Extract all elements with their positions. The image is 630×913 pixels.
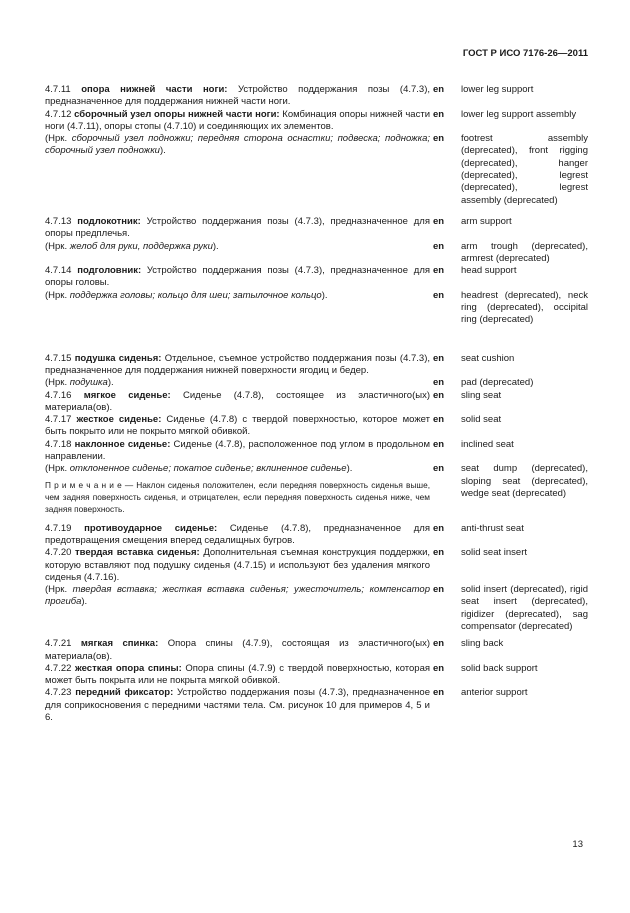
nrk-open-bracket: (Нрк. [45, 289, 70, 301]
nrk-row [45, 584, 588, 633]
russian-definition [45, 216, 430, 241]
lang-code-cell [430, 84, 461, 96]
term-definition: Дополнительная съемная конструкция поддержки, которую вставляют под подушку сиденья (4.7.15) и используют без удаления мягкого сиденья (4.7.16). [45, 547, 431, 583]
nrk-open-bracket: (Нрк. [45, 377, 70, 389]
lang-code-cell [430, 414, 461, 426]
lang-code: en [433, 547, 445, 559]
lang-code: en [433, 84, 445, 95]
clause-number: 4.7.11 [45, 84, 71, 95]
nrk-close-bracket: ). [107, 377, 114, 389]
russian-definition [45, 638, 430, 663]
term-name: подлокотник: [77, 215, 141, 227]
document-header-title: ГОСТ Р ИСО 7176-26—2011 [462, 48, 588, 59]
lang-code: en [433, 389, 445, 401]
russian-definition [45, 584, 430, 609]
nrk-synonyms: поддержка головы; кольцо для шеи; затылочное кольцо [69, 289, 322, 301]
lang-code-cell [430, 290, 461, 302]
lang-code: en [433, 108, 445, 120]
english-term: seat cushion [461, 352, 515, 364]
lang-code-cell [430, 390, 461, 402]
russian-definition [45, 390, 430, 415]
english-term: head support [461, 265, 517, 277]
russian-definition [45, 463, 430, 514]
lang-code: en [433, 377, 445, 389]
english-term-cell [461, 663, 588, 675]
lang-code-cell [430, 687, 461, 699]
english-term-cell [461, 265, 588, 277]
term-name: подголовник: [77, 265, 142, 277]
english-term: lower leg support [461, 84, 534, 95]
english-term: seat dump (deprecated), sloping seat (deprecated), wedge seat (deprecated) [461, 463, 588, 499]
nrk-paragraph [45, 463, 430, 475]
clause-number: 4.7.20 [45, 547, 72, 559]
lang-code: en [433, 584, 445, 596]
clause-number: 4.7.19 [45, 522, 72, 534]
english-term: sling back [461, 638, 504, 650]
nrk-row [45, 290, 588, 327]
english-term-cell [461, 463, 588, 500]
term-name: подушка сиденья: [74, 352, 162, 364]
english-term-cell [461, 547, 588, 559]
english-term: arm support [461, 215, 512, 227]
english-term-cell [461, 241, 588, 266]
term-definition: Устройство поддержания позы (4.7.3), предназначенное для соприкосновения с передними частями тела. См. рисунок 10 для примеров 4, 5 и 6. [45, 687, 430, 724]
term-row [45, 663, 588, 688]
russian-definition [45, 439, 430, 464]
lang-code: en [433, 265, 445, 277]
russian-definition [45, 377, 430, 389]
english-term: solid seat [461, 414, 502, 426]
russian-definition [45, 109, 430, 134]
lang-code: en [433, 662, 445, 674]
note-label: П р и м е ч а н и е [45, 479, 122, 490]
term-name: жесткое сиденье: [76, 414, 162, 426]
term-row [45, 84, 588, 109]
term-definition: Устройство поддержания позы (4.7.3), предназначенное для опоры предплечья. [45, 215, 430, 240]
english-term: solid back support [461, 662, 538, 674]
clause-number: 4.7.21 [45, 638, 72, 650]
clause-number: 4.7.14 [45, 265, 72, 277]
nrk-close-bracket: ). [81, 596, 88, 608]
lang-code: en [433, 687, 445, 699]
nrk-close-bracket: ). [159, 145, 166, 157]
english-term-cell [461, 216, 588, 228]
nrk-synonyms: желоб для руки, поддержка руки [69, 240, 213, 252]
term-definition: Опора спины (4.7.9), состоящая из эластичного(ых) материала(ов). [45, 638, 431, 662]
nrk-open-bracket: (Нрк. [45, 463, 70, 475]
lang-code-cell [430, 353, 461, 365]
english-term: pad (deprecated) [461, 377, 534, 389]
english-term-cell [461, 377, 588, 389]
english-term-cell [461, 414, 588, 426]
lang-code-cell [430, 663, 461, 675]
lang-code: en [433, 522, 445, 534]
term-row [45, 109, 588, 134]
english-term-cell [461, 84, 588, 96]
english-term-cell [461, 390, 588, 402]
english-term-cell [461, 290, 588, 327]
term-row [45, 265, 588, 290]
english-term: footrest assembly (deprecated), front rigging (deprecated), hanger (deprecated), legrest (deprecated), legrest assembly (deprecated) [461, 133, 588, 206]
nrk-paragraph [45, 241, 430, 253]
clause-number: 4.7.13 [45, 215, 72, 227]
nrk-close-bracket: ). [212, 240, 219, 252]
term-definition: Отдельное, съемное устройство поддержания позы (4.7.3), предназначенное для поддержания нижней поверхности ягодиц и бедер. [45, 352, 430, 376]
english-term: headrest (deprecated), neck ring (deprecated), occipital ring (deprecated) [461, 289, 588, 326]
lang-code: en [433, 352, 445, 364]
lang-code-cell [430, 547, 461, 559]
lang-code: en [433, 240, 445, 252]
term-row [45, 638, 588, 663]
nrk-row [45, 463, 588, 514]
term-name: наклонное сиденье: [74, 438, 171, 450]
nrk-paragraph [45, 584, 430, 609]
term-definition: Сиденье (4.7.8), расположенное под углом в продольном направлении. [45, 438, 430, 463]
term-definition: Устройство поддержания позы (4.7.3), предназначенное для опоры головы. [45, 265, 431, 289]
term-name: опора нижней части ноги: [81, 84, 228, 95]
term-name: передний фиксатор: [75, 687, 174, 699]
nrk-open-bracket: (Нрк. [45, 584, 73, 596]
term-row [45, 353, 588, 378]
lang-code-cell [430, 109, 461, 121]
nrk-close-bracket: ). [346, 463, 353, 475]
lang-code-cell [430, 584, 461, 596]
english-term: solid seat insert [461, 547, 528, 559]
english-term-cell [461, 638, 588, 650]
term-definition: Устройство поддержания позы (4.7.3), предназначенное для поддержания нижней части ноги. [45, 84, 430, 108]
page-number: 13 [572, 839, 583, 850]
english-term-cell [461, 439, 588, 451]
note-text: — Наклон сиденья положителен, если передняя поверхность сиденья выше, чем задняя поверхность сиденья, и отрицателен, если передняя поверхность сиденья ниже, чем задняя поверхность. [45, 479, 430, 514]
clause-number: 4.7.22 [45, 662, 72, 674]
english-term: arm trough (deprecated), armrest (deprecated) [461, 240, 588, 264]
nrk-row [45, 241, 588, 266]
nrk-row [45, 133, 588, 207]
clause-number: 4.7.15 [45, 352, 72, 364]
russian-definition [45, 353, 430, 378]
english-term-cell [461, 584, 588, 633]
clause-number: 4.7.18 [45, 438, 72, 450]
term-row [45, 687, 588, 724]
term-definition: Комбинация опоры нижней части ноги (4.7.11), опоры стопы (4.7.10) и соединяющих их элементов. [45, 108, 430, 132]
clause-number: 4.7.17 [45, 414, 72, 426]
lang-code: en [433, 289, 445, 301]
lang-code-cell [430, 377, 461, 389]
english-term: inclined seat [461, 438, 514, 450]
nrk-paragraph [45, 133, 430, 158]
lang-code-cell [430, 265, 461, 277]
russian-definition [45, 687, 430, 724]
term-name: мягкая спинка: [80, 638, 159, 650]
lang-code-cell [430, 463, 461, 475]
term-name: сборочный узел опоры нижней части ноги: [74, 108, 280, 120]
nrk-row [45, 377, 588, 389]
term-row [45, 390, 588, 415]
term-name: жесткая опора спины: [75, 662, 182, 674]
term-definition: Сиденье (4.7.8) с твердой поверхностью, которое может быть покрыто или не покрыто мягкой обивкой. [45, 414, 430, 438]
term-name: твердая вставка сиденья: [75, 547, 200, 559]
page-content [45, 48, 588, 724]
russian-definition [45, 290, 430, 302]
clause-number: 4.7.16 [45, 389, 72, 401]
lang-code-cell [430, 133, 461, 145]
nrk-synonyms: отклоненное сиденье; покатое сиденье; вклиненное сиденье [69, 463, 347, 475]
nrk-paragraph [45, 377, 430, 389]
lang-code: en [433, 133, 445, 145]
english-term-cell [461, 687, 588, 699]
lang-code: en [433, 414, 445, 426]
term-row [45, 414, 588, 439]
note-paragraph [45, 479, 430, 515]
russian-definition [45, 523, 430, 548]
lang-code: en [433, 215, 445, 227]
nrk-close-bracket: ). [321, 289, 328, 301]
lang-code: en [433, 438, 445, 450]
term-name: мягкое сиденье: [83, 389, 171, 401]
term-definition: Сиденье (4.7.8), состоящее из эластичного(ых) материала(ов). [45, 389, 430, 413]
english-term-cell [461, 353, 588, 365]
russian-definition [45, 133, 430, 158]
term-row [45, 523, 588, 548]
nrk-paragraph [45, 290, 430, 302]
lang-code-cell [430, 241, 461, 253]
english-term-cell [461, 133, 588, 207]
term-row [45, 216, 588, 241]
english-term: anterior support [461, 687, 528, 699]
lang-code-cell [430, 439, 461, 451]
terminology-list [45, 84, 588, 724]
nrk-open-bracket: (Нрк. [45, 133, 72, 145]
lang-code: en [433, 638, 445, 650]
russian-definition [45, 241, 430, 253]
lang-code-cell [430, 216, 461, 228]
nrk-synonyms: твердая вставка; жесткая вставка сиденья; ужесточитель; компенсатор прогиба [45, 584, 430, 608]
term-row [45, 547, 588, 584]
term-name: противоударное сиденье: [84, 522, 218, 534]
lang-code-cell [430, 638, 461, 650]
clause-number: 4.7.23 [45, 687, 72, 699]
english-term: sling seat [461, 389, 502, 401]
clause-number: 4.7.12 [45, 108, 72, 120]
english-term-cell [461, 523, 588, 535]
term-definition: Опора спины (4.7.9) с твердой поверхностью, которая может быть покрыта или не покрыта мягкой обивкой. [45, 662, 431, 687]
term-row [45, 439, 588, 464]
english-term: lower leg support assembly [461, 108, 577, 120]
english-term-cell [461, 109, 588, 121]
lang-code-cell [430, 523, 461, 535]
english-term: solid insert (deprecated), rigid seat insert (deprecated), rigidizer (deprecated), sag compensator (deprecated) [461, 584, 588, 632]
term-definition: Сиденье (4.7.8), предназначенное для предотвращения смещения вперед седалищных бугров. [45, 522, 430, 546]
lang-code: en [433, 463, 445, 475]
russian-definition [45, 84, 430, 109]
russian-definition [45, 547, 430, 584]
nrk-synonyms: подушка [69, 377, 108, 389]
russian-definition [45, 265, 430, 290]
nrk-synonyms: сборочный узел подножки; передняя сторона оснастки; подвеска; подножка; сборочный узел подножки [45, 133, 430, 157]
nrk-open-bracket: (Нрк. [45, 240, 70, 252]
russian-definition [45, 414, 430, 439]
russian-definition [45, 663, 430, 688]
english-term: anti-thrust seat [461, 522, 524, 534]
